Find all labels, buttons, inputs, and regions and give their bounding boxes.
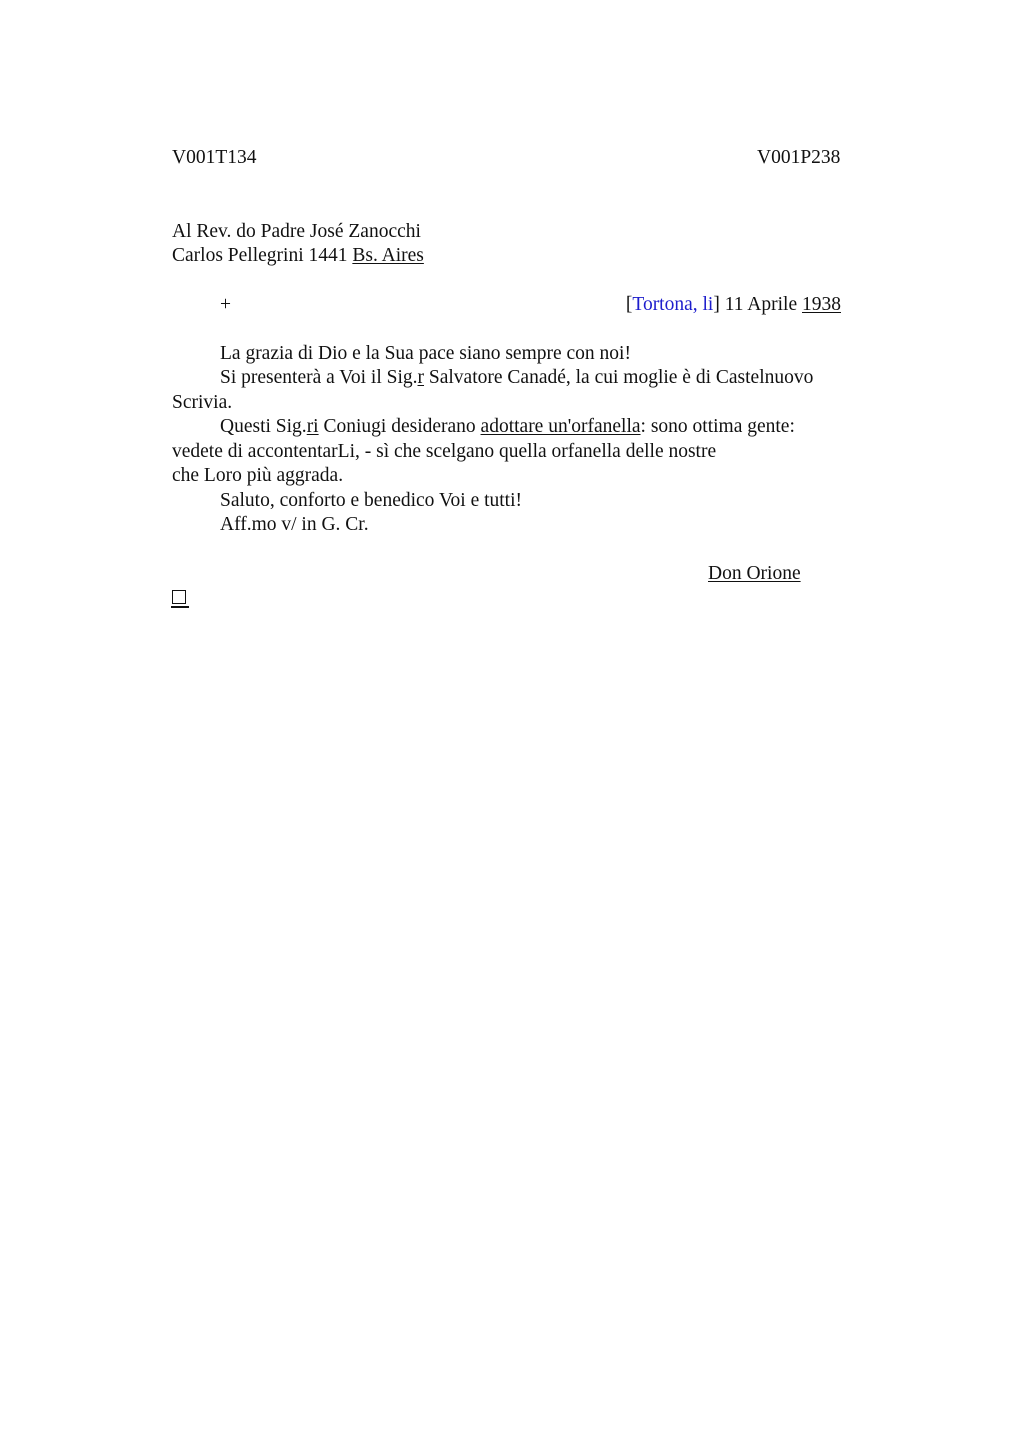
body-paragraph-closing: Saluto, conforto e benedico Voi e tutti! <box>220 490 523 511</box>
body-line-continuation: che Loro più aggrada. <box>172 465 344 486</box>
underlined-phrase: adottare un'orfanella <box>480 416 641 437</box>
signature: Don Orione <box>708 563 801 584</box>
text-run: Coniugi desiderano <box>318 416 481 437</box>
cross-mark: + <box>220 294 231 315</box>
end-marker-underline <box>171 606 189 608</box>
address-line <box>172 244 424 268</box>
text-run: Si presenterà a Voi il Sig. <box>220 367 418 388</box>
bracket-close: ] <box>713 294 720 315</box>
page-code-right: V001P238 <box>757 147 841 168</box>
body-paragraph-request <box>220 415 795 439</box>
checkbox-square-icon <box>172 590 186 604</box>
body-paragraph-presentation <box>220 366 813 390</box>
valediction: Aff.mo v/ in G. Cr. <box>220 514 369 535</box>
date-text: 11 Aprile <box>719 294 802 315</box>
address-street: Carlos Pellegrini 1441 <box>172 245 353 266</box>
text-run: Salvatore Canadé, la cui moglie è di Castelnuovo <box>424 367 814 388</box>
document-code-left: V001T134 <box>172 147 257 168</box>
address-city: Bs. Aires <box>352 245 424 266</box>
text-run: Questi Sig. <box>220 416 307 437</box>
text-run: : sono ottima gente: <box>640 416 795 437</box>
body-paragraph-greeting: La grazia di Dio e la Sua pace siano sempre con noi! <box>220 343 631 364</box>
date-year: 1938 <box>802 294 841 315</box>
bracket-open: [ <box>625 294 633 315</box>
abbrev-superscript: r <box>417 367 425 388</box>
dateline <box>626 293 841 317</box>
abbrev-superscript: ri <box>306 416 319 437</box>
recipient-line: Al Rev. do Padre José Zanocchi <box>172 221 421 242</box>
body-line-continuation: Scrivia. <box>172 392 233 413</box>
place-name: Tortona, li <box>632 294 714 315</box>
body-line-continuation: vedete di accontentarLi, - sì che scelgano quella orfanella delle nostre <box>172 441 717 462</box>
